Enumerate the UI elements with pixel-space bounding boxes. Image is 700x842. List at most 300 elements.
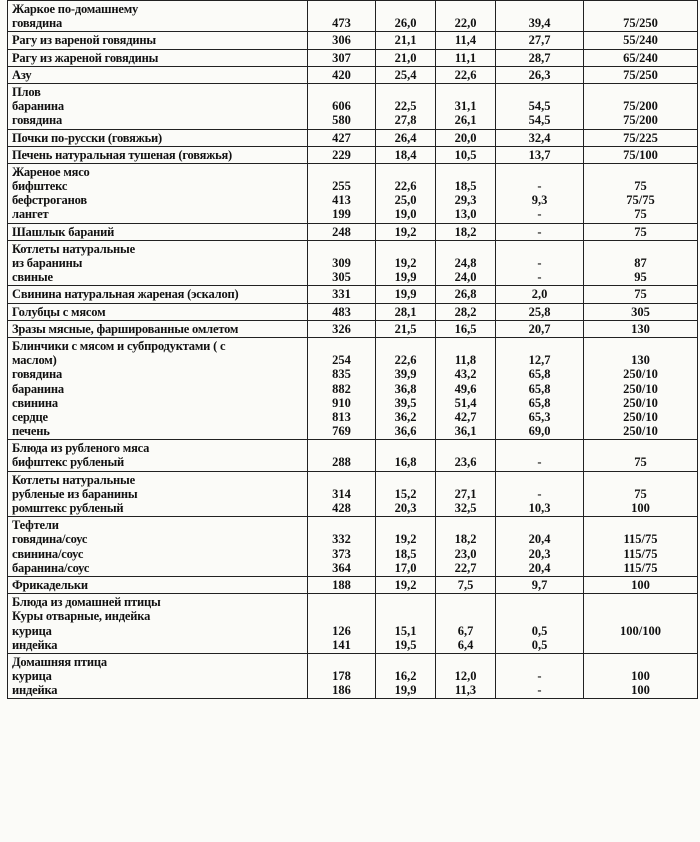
value-line bbox=[312, 441, 371, 455]
value-line: 65,8 bbox=[528, 381, 551, 396]
value-line: 36,8 bbox=[394, 381, 417, 396]
value-line: 25,4 bbox=[394, 67, 417, 82]
nutrition-table bbox=[7, 0, 698, 699]
value-line bbox=[500, 655, 579, 669]
value-line: 248 bbox=[332, 224, 351, 239]
value-line: 606 bbox=[332, 99, 351, 114]
energy-cell bbox=[308, 32, 376, 49]
value-line: 75 bbox=[634, 287, 647, 302]
energy-cell bbox=[308, 83, 376, 129]
value-line bbox=[312, 655, 371, 669]
protein-cell bbox=[376, 286, 436, 303]
value-line: - bbox=[537, 486, 542, 501]
dish-name-line: говядина bbox=[12, 16, 63, 31]
value-line: 32,4 bbox=[528, 130, 551, 145]
value-line bbox=[500, 85, 579, 99]
protein-cell bbox=[376, 49, 436, 66]
dish-name-line: индейка bbox=[12, 637, 58, 652]
dish-name-line: Котлеты натуральные bbox=[12, 472, 135, 487]
dish-name-cell bbox=[8, 83, 308, 129]
value-line: 250/10 bbox=[623, 367, 658, 382]
value-line bbox=[380, 609, 431, 623]
value-line bbox=[588, 473, 693, 487]
value-line: 27,1 bbox=[454, 486, 477, 501]
dish-name-cell bbox=[8, 303, 308, 320]
value-line: 26,8 bbox=[454, 287, 477, 302]
table-row bbox=[8, 32, 698, 49]
dish-name-cell bbox=[8, 240, 308, 286]
value-line: - bbox=[537, 179, 542, 194]
value-line bbox=[440, 609, 491, 623]
dish-name-cell bbox=[8, 286, 308, 303]
value-line: 19,2 bbox=[394, 224, 417, 239]
value-line: 20,0 bbox=[454, 130, 477, 145]
carbs-cell bbox=[496, 83, 584, 129]
value-line: 65/240 bbox=[623, 50, 658, 65]
value-line: 305 bbox=[631, 304, 650, 319]
value-line: 186 bbox=[332, 683, 351, 698]
protein-cell bbox=[376, 337, 436, 439]
value-line: 9,7 bbox=[531, 577, 548, 592]
value-line bbox=[588, 595, 693, 609]
value-line: 75 bbox=[634, 179, 647, 194]
value-line: 75/200 bbox=[623, 113, 658, 128]
fat-cell bbox=[436, 286, 496, 303]
value-line: 16,2 bbox=[394, 669, 417, 684]
value-line: 11,8 bbox=[454, 353, 477, 368]
value-line: 130 bbox=[631, 321, 650, 336]
value-line: - bbox=[537, 207, 542, 222]
fat-cell bbox=[436, 320, 496, 337]
table-row bbox=[8, 337, 698, 439]
protein-cell bbox=[376, 163, 436, 223]
value-line bbox=[380, 339, 431, 353]
value-line bbox=[312, 518, 371, 532]
value-line: 427 bbox=[332, 130, 351, 145]
dish-name-line: Печень натуральная тушеная (говяжья) bbox=[12, 147, 233, 162]
value-line: 6,4 bbox=[457, 637, 474, 652]
value-line: 23,6 bbox=[454, 455, 477, 470]
yield-cell bbox=[584, 1, 698, 32]
value-line bbox=[500, 518, 579, 532]
fat-cell bbox=[436, 471, 496, 517]
dish-name-line: из баранины bbox=[12, 256, 83, 270]
value-line: 10,5 bbox=[454, 147, 477, 162]
value-line: 331 bbox=[332, 287, 351, 302]
carbs-cell bbox=[496, 517, 584, 577]
table-row bbox=[8, 517, 698, 577]
dish-name-line: Зразы мясные, фаршированные омлетом bbox=[12, 321, 239, 336]
value-line: 18,2 bbox=[454, 532, 477, 547]
value-line: 19,5 bbox=[394, 637, 417, 652]
dish-name-line: Фрикадельки bbox=[12, 577, 88, 592]
value-line: 428 bbox=[332, 501, 351, 515]
energy-cell bbox=[308, 653, 376, 699]
dish-name-line: говядина bbox=[12, 367, 63, 382]
value-line: 20,3 bbox=[528, 546, 551, 561]
value-line: 39,5 bbox=[394, 395, 417, 410]
value-line: 19,2 bbox=[394, 256, 417, 270]
value-line: 75 bbox=[634, 486, 647, 501]
value-line: 255 bbox=[332, 179, 351, 194]
fat-cell bbox=[436, 653, 496, 699]
value-line: 19,9 bbox=[394, 270, 417, 285]
dish-name-line: Свинина натуральная жареная (эскалоп) bbox=[12, 287, 239, 302]
fat-cell bbox=[436, 163, 496, 223]
value-line: 65,8 bbox=[528, 367, 551, 382]
value-line bbox=[588, 339, 693, 353]
value-line bbox=[588, 242, 693, 256]
dish-name-line: Жаркое по-домашнему bbox=[12, 2, 139, 16]
value-line: 413 bbox=[332, 193, 351, 208]
value-line bbox=[380, 473, 431, 487]
value-line: 13,0 bbox=[454, 207, 477, 222]
yield-cell bbox=[584, 66, 698, 83]
value-line: 0,5 bbox=[531, 623, 548, 638]
yield-cell bbox=[584, 83, 698, 129]
value-line: 19,0 bbox=[394, 207, 417, 222]
value-line bbox=[380, 85, 431, 99]
yield-cell bbox=[584, 49, 698, 66]
energy-cell bbox=[308, 320, 376, 337]
yield-cell bbox=[584, 440, 698, 471]
value-line: 22,6 bbox=[454, 67, 477, 82]
table-row bbox=[8, 471, 698, 517]
value-line: 42,7 bbox=[454, 409, 477, 424]
carbs-cell bbox=[496, 146, 584, 163]
value-line: 229 bbox=[332, 147, 351, 162]
dish-name-line: Котлеты натуральные bbox=[12, 241, 135, 256]
value-line: 75 bbox=[634, 455, 647, 470]
value-line: 126 bbox=[332, 623, 351, 638]
protein-cell bbox=[376, 320, 436, 337]
yield-cell bbox=[584, 163, 698, 223]
value-line: - bbox=[537, 270, 542, 285]
value-line: 21,1 bbox=[394, 33, 417, 48]
value-line bbox=[312, 595, 371, 609]
table-row bbox=[8, 440, 698, 471]
value-line: 254 bbox=[332, 353, 351, 368]
energy-cell bbox=[308, 240, 376, 286]
value-line: 580 bbox=[332, 113, 351, 128]
value-line bbox=[380, 165, 431, 179]
table-row bbox=[8, 1, 698, 32]
dish-name-cell bbox=[8, 320, 308, 337]
value-line: 22,0 bbox=[454, 16, 477, 31]
value-line: 27,8 bbox=[394, 113, 417, 128]
value-line: 54,5 bbox=[528, 113, 551, 128]
carbs-cell bbox=[496, 1, 584, 32]
fat-cell bbox=[436, 129, 496, 146]
value-line: 100/100 bbox=[620, 623, 661, 638]
protein-cell bbox=[376, 440, 436, 471]
value-line bbox=[500, 242, 579, 256]
fat-cell bbox=[436, 337, 496, 439]
table-body bbox=[8, 1, 698, 699]
value-line bbox=[588, 655, 693, 669]
value-line: 25,0 bbox=[394, 193, 417, 208]
value-line: 6,7 bbox=[457, 623, 474, 638]
value-line bbox=[440, 85, 491, 99]
value-line: 27,7 bbox=[528, 33, 551, 48]
value-line: 100 bbox=[631, 683, 650, 698]
value-line: 87 bbox=[634, 256, 647, 270]
value-line bbox=[588, 609, 693, 623]
value-line: 15,1 bbox=[394, 623, 417, 638]
dish-name-line: свинина bbox=[12, 395, 58, 410]
energy-cell bbox=[308, 49, 376, 66]
dish-name-line: сердце bbox=[12, 409, 48, 424]
value-line: 18,4 bbox=[394, 147, 417, 162]
value-line: 332 bbox=[332, 532, 351, 547]
value-line bbox=[312, 165, 371, 179]
value-line: 39,4 bbox=[528, 16, 551, 31]
dish-name-cell bbox=[8, 163, 308, 223]
value-line: 31,1 bbox=[454, 99, 477, 114]
fat-cell bbox=[436, 66, 496, 83]
value-line: 11,1 bbox=[454, 50, 477, 65]
value-line bbox=[312, 609, 371, 623]
dish-name-line: рубленые из баранины bbox=[12, 486, 138, 501]
dish-name-line: Блюда из домашней птицы bbox=[12, 595, 161, 610]
fat-cell bbox=[436, 303, 496, 320]
value-line bbox=[380, 242, 431, 256]
value-line: 100 bbox=[631, 669, 650, 684]
energy-cell bbox=[308, 303, 376, 320]
fat-cell bbox=[436, 49, 496, 66]
table-row bbox=[8, 303, 698, 320]
value-line bbox=[440, 473, 491, 487]
dish-name-cell bbox=[8, 653, 308, 699]
energy-cell bbox=[308, 129, 376, 146]
energy-cell bbox=[308, 337, 376, 439]
value-line: 178 bbox=[332, 669, 351, 684]
carbs-cell bbox=[496, 653, 584, 699]
value-line: 65,3 bbox=[528, 409, 551, 424]
value-line: 75/100 bbox=[623, 147, 658, 162]
dish-name-line: Тефтели bbox=[12, 518, 59, 533]
dish-name-line: курица bbox=[12, 669, 52, 684]
value-line: 288 bbox=[332, 455, 351, 470]
protein-cell bbox=[376, 146, 436, 163]
value-line: 20,4 bbox=[528, 560, 551, 575]
energy-cell bbox=[308, 66, 376, 83]
yield-cell bbox=[584, 337, 698, 439]
dish-name-line: лангет bbox=[12, 207, 49, 222]
value-line bbox=[588, 518, 693, 532]
carbs-cell bbox=[496, 286, 584, 303]
value-line: 0,5 bbox=[531, 637, 548, 652]
value-line bbox=[500, 609, 579, 623]
value-line: 26,1 bbox=[454, 113, 477, 128]
dish-name-line: курица bbox=[12, 623, 52, 638]
value-line: 75/200 bbox=[623, 99, 658, 114]
energy-cell bbox=[308, 471, 376, 517]
dish-name-line: Рагу из вареной говядины bbox=[12, 33, 156, 48]
protein-cell bbox=[376, 653, 436, 699]
table-row bbox=[8, 66, 698, 83]
energy-cell bbox=[308, 594, 376, 654]
value-line: 75/225 bbox=[623, 130, 658, 145]
energy-cell bbox=[308, 223, 376, 240]
value-line: - bbox=[537, 256, 542, 270]
value-line: 199 bbox=[332, 207, 351, 222]
value-line: 141 bbox=[332, 637, 351, 652]
fat-cell bbox=[436, 32, 496, 49]
value-line bbox=[588, 2, 693, 16]
value-line bbox=[312, 2, 371, 16]
value-line bbox=[500, 595, 579, 609]
value-line: - bbox=[537, 669, 542, 684]
dish-name-line: Блюда из рубленого мяса bbox=[12, 441, 150, 456]
protein-cell bbox=[376, 223, 436, 240]
protein-cell bbox=[376, 576, 436, 593]
carbs-cell bbox=[496, 303, 584, 320]
value-line: 36,6 bbox=[394, 424, 417, 439]
protein-cell bbox=[376, 517, 436, 577]
yield-cell bbox=[584, 517, 698, 577]
protein-cell bbox=[376, 129, 436, 146]
value-line: 835 bbox=[332, 367, 351, 382]
fat-cell bbox=[436, 146, 496, 163]
yield-cell bbox=[584, 146, 698, 163]
yield-cell bbox=[584, 240, 698, 286]
value-line bbox=[500, 473, 579, 487]
dish-name-line: бифштекс рубленый bbox=[12, 455, 125, 470]
dish-name-cell bbox=[8, 129, 308, 146]
dish-name-line: Жареное мясо bbox=[12, 164, 90, 179]
value-line: 882 bbox=[332, 381, 351, 396]
value-line bbox=[380, 441, 431, 455]
value-line: 22,7 bbox=[454, 560, 477, 575]
value-line: 11,3 bbox=[454, 683, 477, 698]
dish-name-cell bbox=[8, 471, 308, 517]
value-line: 364 bbox=[332, 560, 351, 575]
value-line bbox=[312, 85, 371, 99]
value-line: 250/10 bbox=[623, 424, 658, 439]
value-line: 22,5 bbox=[394, 99, 417, 114]
value-line: 21,5 bbox=[394, 321, 417, 336]
value-line: 910 bbox=[332, 395, 351, 410]
dish-name-cell bbox=[8, 517, 308, 577]
dish-name-line: говядина/соус bbox=[12, 532, 88, 547]
value-line: 17,0 bbox=[394, 560, 417, 575]
value-line: 49,6 bbox=[454, 381, 477, 396]
table-row bbox=[8, 240, 698, 286]
value-line: 75/75 bbox=[626, 193, 655, 208]
value-line: - bbox=[537, 683, 542, 698]
value-line: 373 bbox=[332, 546, 351, 561]
yield-cell bbox=[584, 32, 698, 49]
value-line: 75 bbox=[634, 207, 647, 222]
value-line: 75 bbox=[634, 224, 647, 239]
value-line: 115/75 bbox=[623, 560, 658, 575]
value-line bbox=[440, 242, 491, 256]
value-line bbox=[500, 339, 579, 353]
carbs-cell bbox=[496, 66, 584, 83]
dish-name-line: баранина/соус bbox=[12, 560, 90, 575]
carbs-cell bbox=[496, 240, 584, 286]
value-line: 250/10 bbox=[623, 409, 658, 424]
value-line bbox=[380, 655, 431, 669]
value-line: 100 bbox=[631, 501, 650, 515]
dish-name-line: Домашняя птица bbox=[12, 654, 107, 669]
dish-name-cell bbox=[8, 594, 308, 654]
value-line: 55/240 bbox=[623, 33, 658, 48]
value-line: 16,5 bbox=[454, 321, 477, 336]
value-line: 11,4 bbox=[454, 33, 477, 48]
dish-name-line: говядина bbox=[12, 113, 63, 128]
yield-cell bbox=[584, 129, 698, 146]
value-line: 19,2 bbox=[394, 532, 417, 547]
protein-cell bbox=[376, 66, 436, 83]
dish-name-cell bbox=[8, 576, 308, 593]
value-line: 13,7 bbox=[528, 147, 551, 162]
value-line bbox=[500, 2, 579, 16]
energy-cell bbox=[308, 576, 376, 593]
value-line: 75/250 bbox=[623, 16, 658, 31]
protein-cell bbox=[376, 32, 436, 49]
table-row bbox=[8, 286, 698, 303]
dish-name-line: индейка bbox=[12, 683, 58, 698]
dish-name-line: Плов bbox=[12, 84, 41, 99]
energy-cell bbox=[308, 163, 376, 223]
dish-name-cell bbox=[8, 337, 308, 439]
table-row bbox=[8, 49, 698, 66]
value-line: 307 bbox=[332, 50, 351, 65]
carbs-cell bbox=[496, 163, 584, 223]
table-row bbox=[8, 129, 698, 146]
dish-name-cell bbox=[8, 440, 308, 471]
value-line: 21,0 bbox=[394, 50, 417, 65]
table-row bbox=[8, 223, 698, 240]
value-line: 9,3 bbox=[531, 193, 548, 208]
value-line: 39,9 bbox=[394, 367, 417, 382]
value-line bbox=[440, 441, 491, 455]
value-line: 483 bbox=[332, 304, 351, 319]
carbs-cell bbox=[496, 32, 584, 49]
value-line: 69,0 bbox=[528, 424, 551, 439]
value-line: 130 bbox=[631, 353, 650, 368]
value-line: 306 bbox=[332, 33, 351, 48]
value-line: 309 bbox=[332, 256, 351, 270]
value-line: 29,3 bbox=[454, 193, 477, 208]
dish-name-cell bbox=[8, 32, 308, 49]
value-line bbox=[588, 85, 693, 99]
dish-name-cell bbox=[8, 1, 308, 32]
value-line: 36,1 bbox=[454, 424, 477, 439]
fat-cell bbox=[436, 594, 496, 654]
value-line: 420 bbox=[332, 67, 351, 82]
value-line: 54,5 bbox=[528, 99, 551, 114]
value-line bbox=[500, 165, 579, 179]
value-line: 20,4 bbox=[528, 532, 551, 547]
value-line: 28,7 bbox=[528, 50, 551, 65]
dish-name-line: бефстроганов bbox=[12, 193, 87, 208]
value-line: 36,2 bbox=[394, 409, 417, 424]
value-line: 305 bbox=[332, 270, 351, 285]
dish-name-line: Блинчики с мясом и субпродуктами ( с bbox=[12, 338, 226, 353]
value-line: 65,8 bbox=[528, 395, 551, 410]
carbs-cell bbox=[496, 594, 584, 654]
value-line bbox=[440, 655, 491, 669]
value-line: 12,0 bbox=[454, 669, 477, 684]
value-line: 15,2 bbox=[394, 486, 417, 501]
energy-cell bbox=[308, 1, 376, 32]
table-row bbox=[8, 146, 698, 163]
value-line: 10,3 bbox=[528, 501, 551, 515]
fat-cell bbox=[436, 83, 496, 129]
